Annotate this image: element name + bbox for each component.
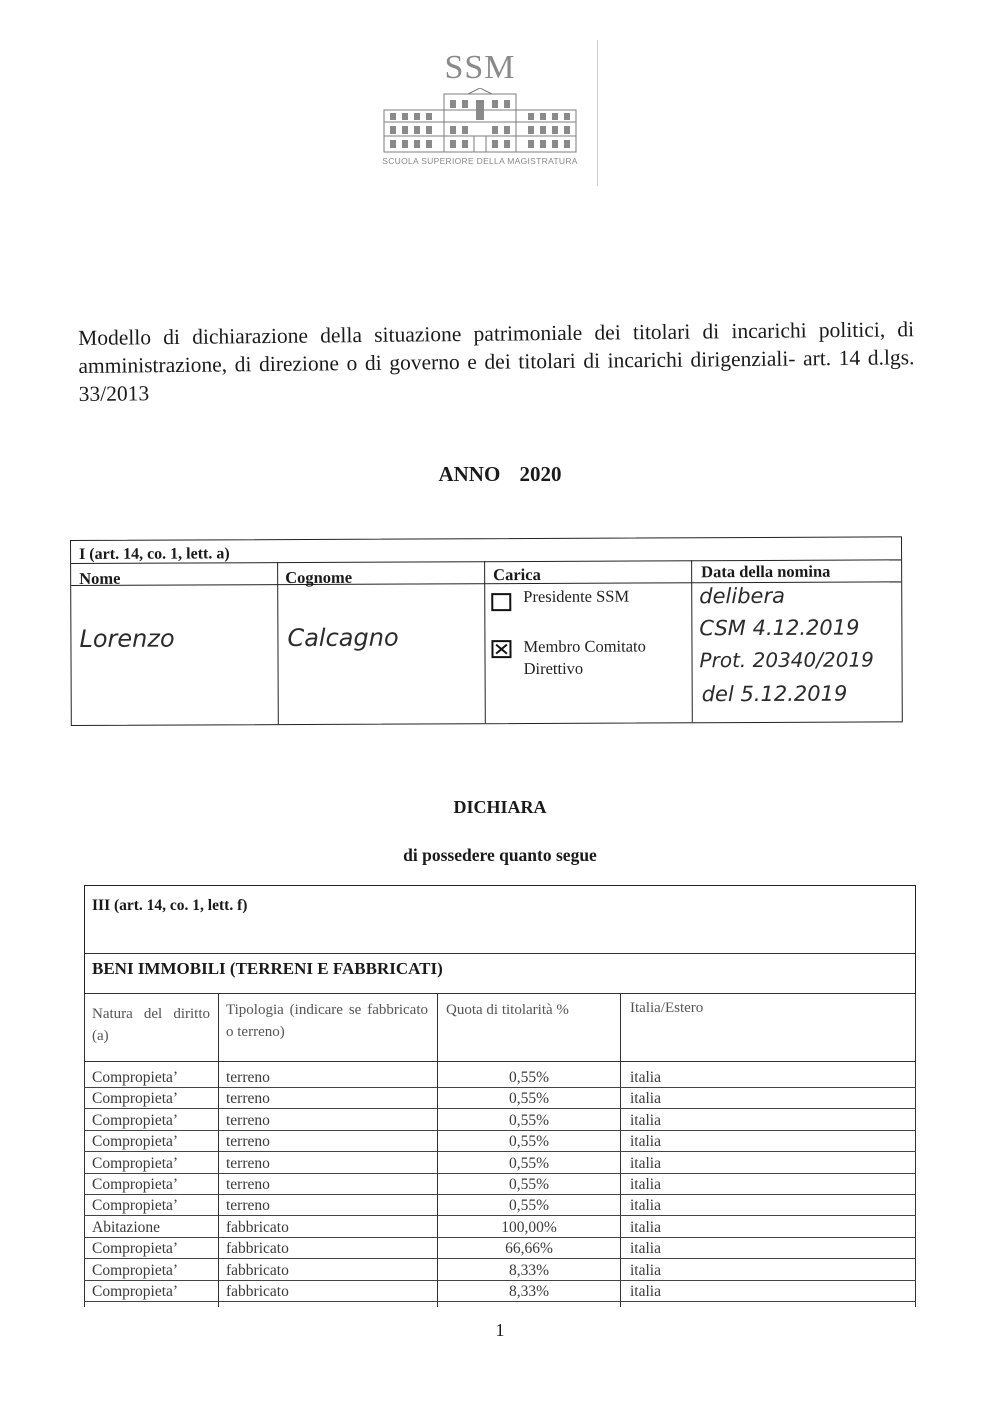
- cell-natura: Compropieta’: [92, 1240, 179, 1258]
- table-row: [84, 1131, 916, 1152]
- cell-quota: 8,33%: [508, 1283, 550, 1300]
- col-divider: [691, 560, 693, 722]
- cell-quota: 8,33%: [508, 1261, 550, 1279]
- school-name: SCUOLA SUPERIORE DELLA MAGISTRATURA: [382, 156, 578, 166]
- col-header-cognome: Cognome: [285, 567, 353, 588]
- handwritten-date-line: Prot. 20340/2019: [699, 647, 874, 673]
- document-title: Modello di dichiarazione della situazione patrimoniale dei titolari di incarichi politici, di amministrazione, di direzione o di governo e dei titolari di incarichi dirigenziali- art. 14 d.lgs. 33/2013: [78, 317, 915, 406]
- cell-paese: italia: [630, 1218, 661, 1236]
- cell-tipologia: terreno: [226, 1176, 270, 1193]
- section-i-table: [70, 536, 903, 726]
- handwritten-date-line: del 5.12.2019: [701, 681, 848, 707]
- cell-quota: 0,55%: [508, 1090, 550, 1108]
- cell-natura: Compropieta’: [92, 1090, 179, 1108]
- cell-natura: Compropieta’: [92, 1283, 179, 1300]
- section-i-heading: I (art. 14, co. 1, lett. a): [79, 545, 230, 563]
- year-label: ANNO: [438, 462, 501, 486]
- section-iii-band: BENI IMMOBILI (TERRENI E FABBRICATI): [92, 959, 443, 978]
- col-header-natura: Natura del diritto (a): [92, 1006, 210, 1044]
- cell-quota: 66,66%: [505, 1240, 553, 1258]
- cell-natura: Compropieta’: [92, 1176, 179, 1193]
- table-row: [84, 1067, 916, 1088]
- table-row: [84, 1217, 916, 1238]
- ssm-logo: [360, 48, 600, 188]
- col-header-paese: Italia/Estero: [630, 1000, 704, 1016]
- declaration-subheading: di possedere quanto segue: [403, 845, 597, 865]
- table-row: [84, 1110, 916, 1131]
- cell-natura: Compropieta’: [92, 1111, 179, 1129]
- col-divider: [484, 561, 486, 723]
- year-value: 2020: [519, 462, 562, 486]
- cell-quota: 0,55%: [508, 1133, 550, 1151]
- palace-illustration-icon: [380, 88, 580, 154]
- cell-quota: 0,55%: [508, 1069, 550, 1086]
- logo-divider: [597, 40, 598, 186]
- cell-paese: italia: [630, 1133, 661, 1151]
- cell-natura: Compropieta’: [92, 1069, 179, 1086]
- cell-tipologia: fabbricato: [226, 1240, 289, 1258]
- cell-quota: 0,55%: [508, 1154, 550, 1172]
- table-row: [84, 1174, 916, 1195]
- table-row: [84, 1260, 916, 1281]
- cell-paese: italia: [630, 1283, 661, 1300]
- cell-tipologia: terreno: [226, 1154, 270, 1172]
- handwritten-date-line: CSM 4.12.2019: [699, 615, 860, 641]
- declaration-heading: DICHIARA: [453, 797, 547, 817]
- checkbox-membro-comitato[interactable]: [491, 640, 511, 658]
- cell-paese: italia: [630, 1154, 661, 1172]
- cell-quota: 0,55%: [508, 1176, 550, 1193]
- handwritten-cognome: Calcagno: [287, 623, 399, 653]
- cell-tipologia: terreno: [226, 1133, 270, 1151]
- table-row: [84, 1153, 916, 1174]
- cell-paese: italia: [630, 1197, 661, 1215]
- cell-paese: italia: [630, 1240, 661, 1258]
- row-rule: [84, 1301, 916, 1302]
- cell-tipologia: terreno: [226, 1090, 270, 1108]
- cell-natura: Abitazione: [92, 1218, 161, 1236]
- cell-paese: italia: [630, 1261, 661, 1279]
- table-row: [84, 1238, 916, 1259]
- col-divider: [277, 562, 279, 724]
- col-header-tipologia: Tipologia (indicare se fabbricato o terreno): [226, 1002, 428, 1040]
- cell-tipologia: terreno: [226, 1069, 270, 1086]
- cell-quota: 0,55%: [508, 1111, 550, 1129]
- col-header-quota: Quota di titolarità %: [446, 1002, 569, 1018]
- logo-abbreviation: SSM: [444, 49, 516, 86]
- cell-paese: italia: [630, 1069, 661, 1086]
- cell-quota: 100,00%: [501, 1218, 557, 1236]
- section-iii-table: [84, 885, 916, 1310]
- cell-tipologia: fabbricato: [226, 1283, 289, 1300]
- option-presidente-label: Presidente SSM: [523, 586, 630, 607]
- col-header-nome: Nome: [79, 568, 121, 588]
- year-heading: [0, 462, 1000, 487]
- cell-natura: Compropieta’: [92, 1197, 179, 1215]
- cell-natura: Compropieta’: [92, 1133, 179, 1151]
- header-bottom-rule: [84, 1061, 916, 1062]
- table-row: [84, 1195, 916, 1216]
- col-header-carica: Carica: [493, 564, 541, 585]
- cell-natura: Compropieta’: [92, 1261, 179, 1279]
- col-header-data-nomina: Data della nomina: [701, 561, 831, 582]
- cell-paese: italia: [630, 1090, 661, 1108]
- cell-natura: Compropieta’: [92, 1154, 179, 1172]
- section-iii-divider: [84, 993, 916, 994]
- handwritten-nome: Lorenzo: [79, 624, 175, 653]
- table-row: [84, 1088, 916, 1109]
- cell-quota: 0,55%: [508, 1197, 550, 1215]
- cell-paese: italia: [630, 1176, 661, 1193]
- option-membro-comitato-label: Membro Comitato Direttivo: [523, 636, 646, 679]
- cell-tipologia: fabbricato: [226, 1261, 289, 1279]
- cell-tipologia: terreno: [226, 1197, 270, 1215]
- handwritten-date-line: delibera: [699, 583, 785, 609]
- section-iii-heading: III (art. 14, co. 1, lett. f): [92, 897, 248, 914]
- page-number: 1: [495, 1320, 505, 1340]
- table-row: [84, 1281, 916, 1302]
- section-iii-divider: [84, 953, 916, 954]
- checkbox-presidente[interactable]: [491, 593, 511, 611]
- cell-tipologia: fabbricato: [226, 1218, 289, 1236]
- cell-paese: italia: [630, 1111, 661, 1129]
- cell-tipologia: terreno: [226, 1111, 270, 1129]
